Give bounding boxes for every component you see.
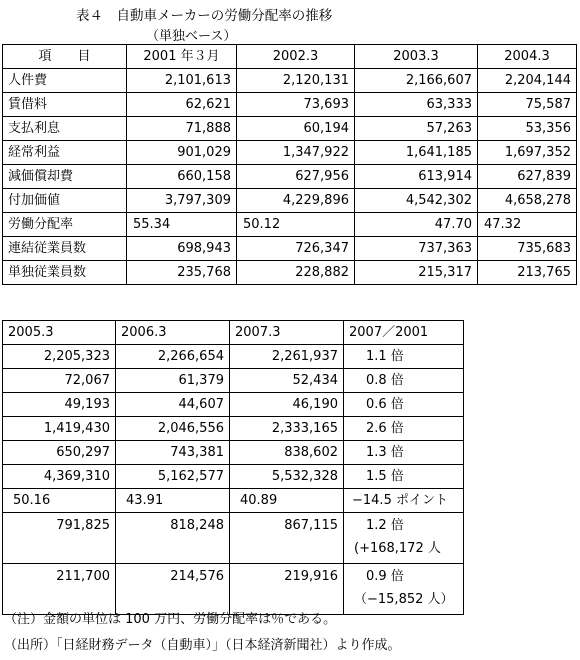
- table-row: [3, 189, 577, 213]
- table-cell: 235,768: [127, 261, 237, 285]
- table-cell: 72,067: [3, 369, 116, 393]
- table-cell: 73,693: [237, 93, 355, 117]
- row-label: 連結従業員数: [3, 237, 127, 261]
- table-cell: 47.32: [478, 213, 577, 237]
- header-col: 2002.3: [237, 45, 355, 69]
- header-col: 2001 年３月: [127, 45, 237, 69]
- table-header-row: [3, 45, 577, 69]
- table-cell: 61,379: [116, 369, 230, 393]
- table-row: [3, 213, 577, 237]
- table-cell: 737,363: [355, 237, 478, 261]
- table-row: [3, 237, 577, 261]
- table-cell: 52,434: [230, 369, 344, 393]
- ratio-cell: 0.6 倍: [344, 393, 464, 417]
- header-col: 2007／2001: [344, 321, 464, 345]
- table-row: [3, 489, 464, 513]
- ratio-value: 1.2 倍: [366, 518, 404, 533]
- footnote-units: （注）金額の単位は 100 万円、労働分配率は％である。: [4, 612, 337, 627]
- table-cell: 228,882: [237, 261, 355, 285]
- table-row: [3, 117, 577, 141]
- row-label: 付加価値: [3, 189, 127, 213]
- table-cell: 2,261,937: [230, 345, 344, 369]
- table-row: [3, 93, 577, 117]
- row-label: 支払利息: [3, 117, 127, 141]
- labor-share-table-2005-2007: [2, 320, 464, 615]
- table-cell: 838,602: [230, 441, 344, 465]
- labor-share-table-2001-2004: [2, 44, 577, 285]
- row-label: 単独従業員数: [3, 261, 127, 285]
- table-cell: 5,532,328: [230, 465, 344, 489]
- table-row: [3, 165, 577, 189]
- table-header-row: [3, 321, 464, 345]
- table-cell: 214,576: [116, 564, 230, 615]
- row-label: 減価償却費: [3, 165, 127, 189]
- table-cell: 71,888: [127, 117, 237, 141]
- table-cell: 613,914: [355, 165, 478, 189]
- table-cell: 660,158: [127, 165, 237, 189]
- ratio-cell: [344, 513, 464, 564]
- header-col: 2004.3: [478, 45, 577, 69]
- table-cell: 50.16: [3, 489, 116, 513]
- table-title: 表４ 自動車メーカーの労働分配率の推移: [76, 8, 333, 24]
- footnote-source: （出所）「日経財務データ（自動車）」（日本経済新聞社）より作成。: [4, 638, 401, 653]
- table-cell: 726,347: [237, 237, 355, 261]
- table-cell: 75,587: [478, 93, 577, 117]
- table-row: [3, 141, 577, 165]
- ratio-cell: 2.6 倍: [344, 417, 464, 441]
- table-cell: 1,419,430: [3, 417, 116, 441]
- table-cell: 735,683: [478, 237, 577, 261]
- table-cell: 627,839: [478, 165, 577, 189]
- table-cell: 650,297: [3, 441, 116, 465]
- table-cell: 818,248: [116, 513, 230, 564]
- table-cell: 53,356: [478, 117, 577, 141]
- ratio-value: 0.9 倍: [366, 569, 404, 584]
- header-col: 2006.3: [116, 321, 230, 345]
- row-label: 労働分配率: [3, 213, 127, 237]
- table-cell: 3,797,309: [127, 189, 237, 213]
- ratio-cell: 1.3 倍: [344, 441, 464, 465]
- table-subtitle: （単独ベース）: [146, 29, 237, 44]
- row-label: 賃借料: [3, 93, 127, 117]
- ratio-cell: 1.1 倍: [344, 345, 464, 369]
- header-col: 2007.3: [230, 321, 344, 345]
- table-cell: 2,333,165: [230, 417, 344, 441]
- table-cell: 2,046,556: [116, 417, 230, 441]
- table-row: [3, 513, 464, 564]
- table-cell: 60,194: [237, 117, 355, 141]
- table-cell: 55.34: [127, 213, 237, 237]
- table-row: [3, 441, 464, 465]
- table-cell: 63,333: [355, 93, 478, 117]
- table-cell: 2,166,607: [355, 69, 478, 93]
- header-item: 項 目: [3, 45, 127, 69]
- table-cell: 791,825: [3, 513, 116, 564]
- table-cell: 4,369,310: [3, 465, 116, 489]
- table-cell: 2,204,144: [478, 69, 577, 93]
- row-label: 経常利益: [3, 141, 127, 165]
- table-row: [3, 564, 464, 615]
- table-cell: 215,317: [355, 261, 478, 285]
- ratio-difference: （−15,852 人）: [354, 592, 454, 607]
- table-cell: 213,765: [478, 261, 577, 285]
- table-cell: 867,115: [230, 513, 344, 564]
- table-cell: 2,205,323: [3, 345, 116, 369]
- table-cell: 1,697,352: [478, 141, 577, 165]
- table-cell: 57,263: [355, 117, 478, 141]
- table-cell: 40.89: [230, 489, 344, 513]
- row-label: 人件費: [3, 69, 127, 93]
- ratio-cell: 1.5 倍: [344, 465, 464, 489]
- table-row: [3, 465, 464, 489]
- header-col: 2005.3: [3, 321, 116, 345]
- table-cell: 1,347,922: [237, 141, 355, 165]
- table-cell: 47.70: [355, 213, 478, 237]
- table-cell: 901,029: [127, 141, 237, 165]
- table-cell: 50.12: [237, 213, 355, 237]
- table-cell: 49,193: [3, 393, 116, 417]
- table-cell: 4,542,302: [355, 189, 478, 213]
- table-row: [3, 417, 464, 441]
- table-cell: 743,381: [116, 441, 230, 465]
- table-cell: 211,700: [3, 564, 116, 615]
- header-col: 2003.3: [355, 45, 478, 69]
- table-row: [3, 261, 577, 285]
- table-cell: 698,943: [127, 237, 237, 261]
- ratio-difference: (+168,172 人: [354, 541, 441, 556]
- table-row: [3, 393, 464, 417]
- table-cell: 4,229,896: [237, 189, 355, 213]
- ratio-cell: −14.5 ポイント: [344, 489, 464, 513]
- table-cell: 2,101,613: [127, 69, 237, 93]
- table-cell: 219,916: [230, 564, 344, 615]
- table-cell: 2,266,654: [116, 345, 230, 369]
- table-cell: 627,956: [237, 165, 355, 189]
- table-cell: 62,621: [127, 93, 237, 117]
- table-cell: 5,162,577: [116, 465, 230, 489]
- table-cell: 43.91: [116, 489, 230, 513]
- ratio-cell: 0.8 倍: [344, 369, 464, 393]
- table-cell: 1,641,185: [355, 141, 478, 165]
- ratio-cell: [344, 564, 464, 615]
- table-cell: 44,607: [116, 393, 230, 417]
- table-cell: 2,120,131: [237, 69, 355, 93]
- table-row: [3, 69, 577, 93]
- table-row: [3, 345, 464, 369]
- table-cell: 46,190: [230, 393, 344, 417]
- table-cell: 4,658,278: [478, 189, 577, 213]
- table-row: [3, 369, 464, 393]
